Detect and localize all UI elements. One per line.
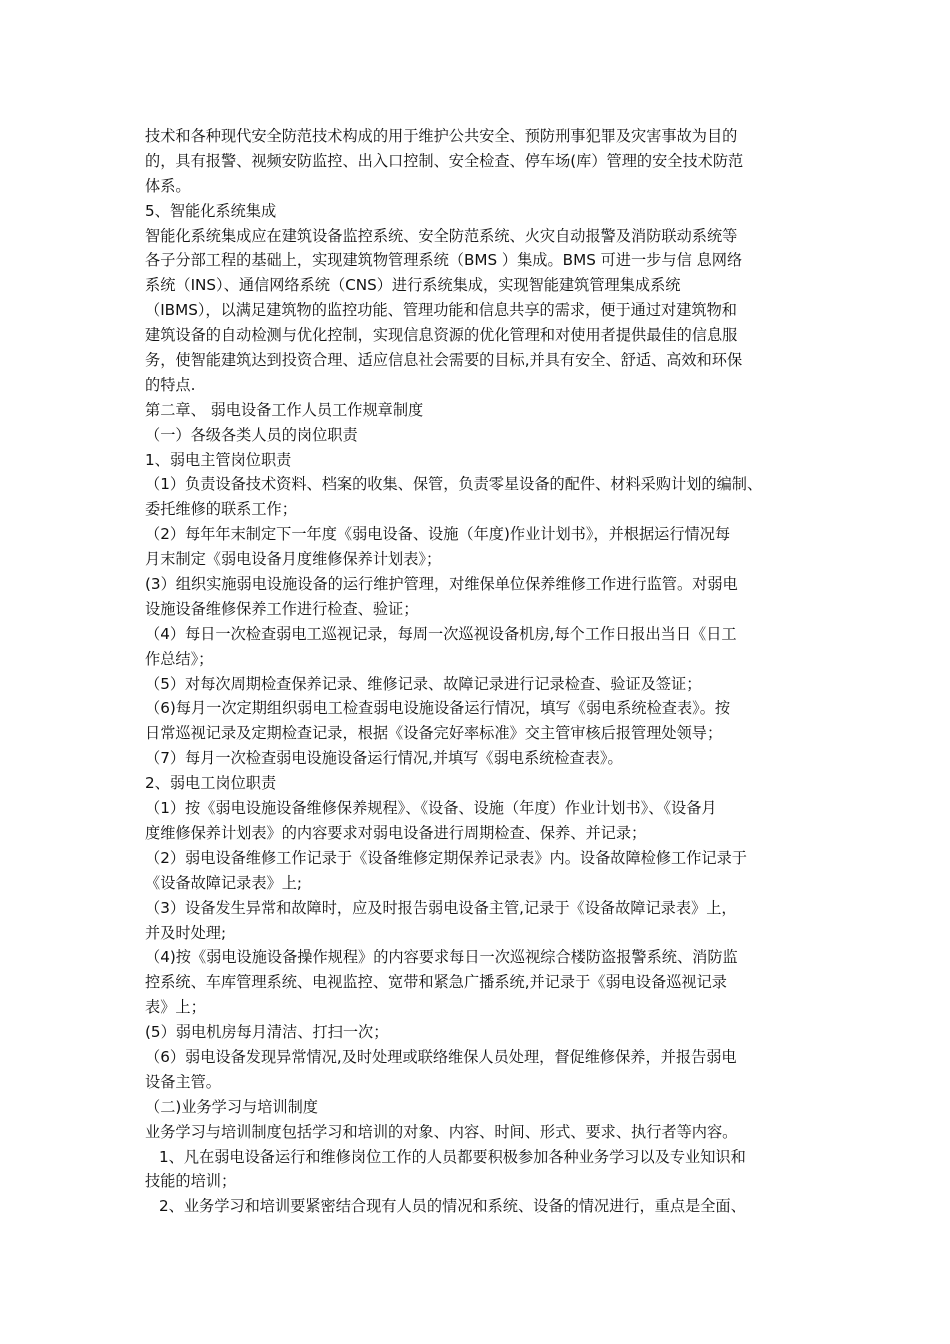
text-line: 技能的培训； (145, 1172, 237, 1191)
text-line: 的，具有报警、视频安防监控、出入口控制、安全检查、停车场(库）管理的安全技术防范 (145, 151, 744, 170)
text-line: 设备主管。 (145, 1072, 221, 1091)
list-item: （6)每月一次定期组织弱电工检查弱电设施设备运行情况，填写《弱电系统检查表》。按 (145, 699, 731, 718)
list-item: （6）弱电设备发现异常情况,及时处理或联络维保人员处理，督促维修保养，并报告弱电 (145, 1047, 737, 1066)
text-line: 并及时处理; (145, 923, 227, 942)
section-heading: 5、智能化系统集成 (145, 201, 277, 220)
subsection-heading: 2、弱电工岗位职责 (145, 774, 277, 793)
text-line: 技术和各种现代安全防范技术构成的用于维护公共安全、预防刑事犯罪及灾害事故为目的 (145, 127, 738, 145)
list-item: （5）对每次周期检查保养记录、维修记录、故障记录进行记录检查、验证及签证； (145, 674, 702, 693)
list-item: 2、业务学习和培训要紧密结合现有人员的情况和系统、设备的情况进行，重点是全面、 (159, 1197, 746, 1216)
text-line: 表》上； (145, 998, 206, 1017)
list-item: (3）组织实施弱电设施设备的运行维护管理，对维保单位保养维修工作进行监管。对弱电 (145, 575, 738, 594)
text-line: 委托维修的联系工作； (145, 500, 297, 519)
text-line: 控系统、车库管理系统、电视监控、宽带和紧急广播系统,并记录于《弱电设备巡视记录 (145, 973, 727, 992)
subsection-heading: 1、弱电主管岗位职责 (145, 450, 292, 469)
text-line: 作总结》； (145, 649, 214, 668)
text-line: 体系。 (145, 176, 191, 195)
text-line: 各子分部工程的基础上，实现建筑物管理系统（BMS ）集成。BMS 可进一步与信 息网络 (145, 251, 743, 270)
text-line: 系统（INS）、通信网络系统（CNS）进行系统集成，实现智能建筑管理集成系统 (145, 276, 681, 295)
list-item: （1）按《弱电设施设备维修保养规程》、《设备、设施（年度）作业计划书》、《设备月 (145, 799, 717, 818)
text-line: 的特点. (145, 375, 196, 394)
list-item: （2）弱电设备维修工作记录于《设备维修定期保养记录表》内。设备故障检修工作记录于 (145, 848, 747, 867)
section-heading: （二)业务学习与培训制度 (145, 1097, 318, 1116)
chapter-heading: 第二章、 弱电设备工作人员工作规章制度 (145, 400, 424, 419)
list-item: （2）每年年末制定下一年度《弱电设备、设施（年度)作业计划书》，并根据运行情况每 (145, 525, 731, 544)
text-line: 度维修保养计划表》的内容要求对弱电设备进行周期检查、保养、并记录； (145, 823, 647, 842)
list-item: 1、凡在弱电设备运行和维修岗位工作的人员都要积极参加各种业务学习以及专业知识和 (159, 1147, 746, 1166)
list-item: （4）每日一次检查弱电工巡视记录，每周一次巡视设备机房,每个工作日报出当日《日工 (145, 624, 737, 643)
text-line: 月末制定《弱电设备月度维修保养计划表》； (145, 550, 442, 569)
document-page (145, 124, 825, 1219)
text-line: 业务学习与培训制度包括学习和培训的对象、内容、时间、形式、要求、执行者等内容。 (145, 1122, 738, 1141)
text-line: 日常巡视记录及定期检查记录，根据《设备完好率标准》交主管审核后报管理处领导； (145, 724, 723, 743)
list-item: （3）设备发生异常和故障时，应及时报告弱电设备主管,记录于《设备故障记录表》上， (145, 898, 737, 917)
text-line: 建筑设备的自动检测与优化控制，实现信息资源的优化管理和对使用者提供最佳的信息服 (145, 326, 738, 345)
text-line: 设施设备维修保养工作进行检查、验证； (145, 599, 419, 618)
text-line: 智能化系统集成应在建筑设备监控系统、安全防范系统、火灾自动报警及消防联动系统等 (145, 226, 738, 245)
text-line: 《设备故障记录表》上; (145, 873, 302, 892)
section-heading: （一）各级各类人员的岗位职责 (145, 425, 358, 444)
list-item: （4)按《弱电设施设备操作规程》的内容要求每日一次巡视综合楼防盗报警系统、消防监 (145, 948, 738, 967)
list-item: (5）弱电机房每月清洁、打扫一次； (145, 1023, 389, 1042)
list-item: （7）每月一次检查弱电设施设备运行情况,并填写《弱电系统检查表》。 (145, 749, 623, 768)
list-item: （1）负责设备技术资料、档案的收集、保管，负责零星设备的配件、材料采购计划的编制、 (145, 475, 763, 494)
text-line: （IBMS），以满足建筑物的监控功能、管理功能和信息共享的需求，便于通过对建筑物和 (145, 301, 737, 320)
text-line: 务，使智能建筑达到投资合理、适应信息社会需要的目标,并具有安全、舒适、高效和环保 (145, 351, 743, 370)
